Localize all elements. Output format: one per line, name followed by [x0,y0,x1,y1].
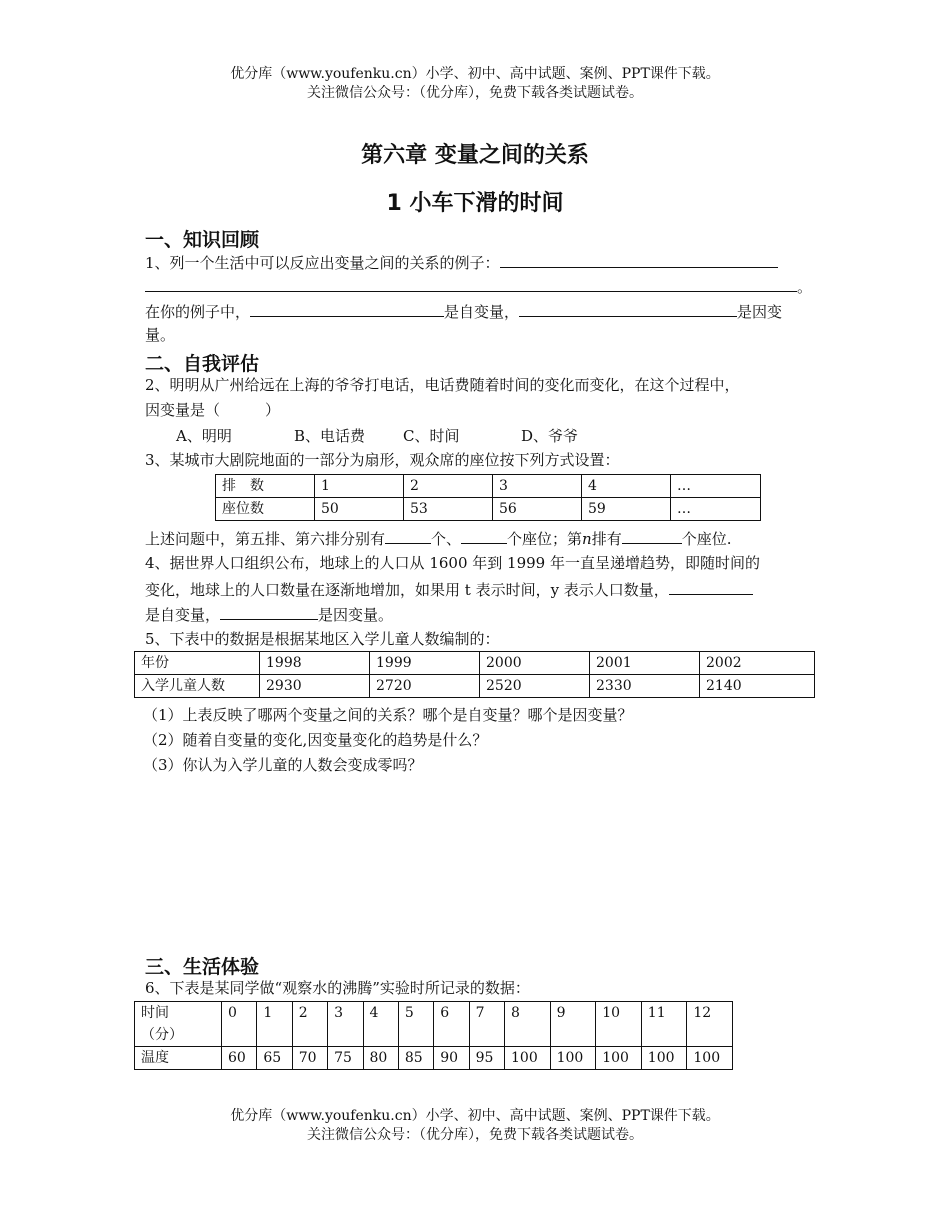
section3-heading: 三、生活体验 [145,956,260,978]
table-cell-time: 7 [469,1002,504,1047]
table-cell: 53 [404,498,493,521]
q3-after-text-a: 上述问题中，第五排、第六排分别有 [145,530,386,548]
q2-option-c[interactable]: C、时间 [403,427,460,445]
table-cell: 2002 [700,652,815,675]
table-cell-temp: 100 [641,1047,687,1070]
q5-table [134,651,815,698]
table-cell-time: 4 [363,1002,398,1047]
q3-after-n: n [582,530,592,548]
table-cell-time: 2 [292,1002,327,1047]
q6-table [134,1001,733,1070]
table-cell: 2000 [480,652,590,675]
table-cell: 1998 [260,652,370,675]
chapter-title: 第六章 变量之间的关系 [361,143,589,168]
table-cell-time-label [135,1002,222,1047]
table-cell-time: 12 [687,1002,733,1047]
table-cell-temp: 90 [434,1047,469,1070]
table-cell-temp: 65 [257,1047,292,1070]
q2-line-2: 因变量是（ ） [145,401,281,419]
table-cell: 56 [493,498,582,521]
q5-sub-1: （1）上表反映了哪两个变量之间的关系？哪个是自变量？哪个是因变量？ [143,706,633,724]
q4-independent-blank[interactable] [669,578,753,595]
q4-line3-text-b: 是因变量。 [318,606,394,624]
table-cell-time: 6 [434,1002,469,1047]
table-cell-temp-label: 温度 [135,1047,222,1070]
q1-independent-blank[interactable] [250,300,444,317]
q1-line3-text-c: 是因变 [737,303,783,321]
q2-option-b[interactable]: B、电话费 [294,427,366,445]
q3-after-text-b: 个、 [431,530,462,548]
q1-line-4: 量。 [145,326,176,344]
q3-blank-row5[interactable] [385,527,431,544]
time-label-2: （分） [141,1027,183,1043]
section1-heading: 一、知识回顾 [145,229,260,251]
table-cell-time: 9 [550,1002,596,1047]
table-row [135,1047,733,1070]
q4-line-3 [145,603,393,626]
table-cell-time: 10 [596,1002,642,1047]
table-cell: 2930 [260,675,370,698]
q2-line-1: 2、明明从广州给远在上海的爷爷打电话，电话费随着时间的变化而变化，在这个过程中， [145,376,740,394]
table-cell-temp: 100 [505,1047,551,1070]
q5-text: 5、下表中的数据是根据某地区入学儿童人数编制的： [145,630,500,648]
table-cell-time: 11 [641,1002,687,1047]
table-cell: 排 数 [216,475,315,498]
table-cell-time: 3 [328,1002,363,1047]
table-cell-temp: 100 [687,1047,733,1070]
q3-table [215,474,761,521]
table-row [135,652,815,675]
table-row [216,498,761,521]
q1-end: 。 [797,278,813,296]
q2-option-d[interactable]: D、爷爷 [521,427,579,445]
table-cell: 2001 [590,652,700,675]
table-cell: 年份 [135,652,260,675]
q3-blank-row6[interactable] [461,527,507,544]
table-cell-temp: 75 [328,1047,363,1070]
table-cell: … [671,498,761,521]
q3-after-text-e: 个座位. [681,530,732,548]
table-cell: 3 [493,475,582,498]
table-cell: 1 [315,475,404,498]
q3-after-text-c: 个座位；第 [507,530,583,548]
footer-line-2: 关注微信公众号：（优分库），免费下载各类试题试卷。 [307,1127,643,1143]
table-cell: 59 [582,498,671,521]
table-cell-temp: 95 [469,1047,504,1070]
q1-line-3 [145,300,782,323]
q5-sub-3: （3）你认为入学儿童的人数会变成零吗？ [143,756,423,774]
table-cell: 1999 [370,652,480,675]
q1-line3-text-b: 是自变量， [444,303,520,321]
q2-option-a[interactable]: A、明明 [176,427,232,445]
table-cell-temp: 100 [550,1047,596,1070]
q5-sub-2: （2）随着自变量的变化,因变量变化的趋势是什么？ [143,731,488,749]
table-cell-temp: 60 [222,1047,257,1070]
section2-heading: 二、自我评估 [145,353,260,375]
footer-line-1: 优分库（www.youfenku.cn）小学、初中、高中试题、案例、PPT课件下载。 [230,1108,720,1124]
table-cell-temp: 100 [596,1047,642,1070]
q1-line-2 [145,275,812,298]
table-cell-time: 8 [505,1002,551,1047]
table-row [216,475,761,498]
table-cell: … [671,475,761,498]
table-cell: 2520 [480,675,590,698]
table-cell: 4 [582,475,671,498]
q4-dependent-blank[interactable] [220,603,318,620]
table-cell: 2720 [370,675,480,698]
q1-text: 1、列一个生活中可以反应出变量之间的关系的例子： [145,254,500,272]
q4-line-2 [145,578,753,601]
q1-line3-text-a: 在你的例子中， [145,303,251,321]
header-line-1: 优分库（www.youfenku.cn）小学、初中、高中试题、案例、PPT课件下载。 [230,66,720,82]
time-label-1: 时间 [141,1005,169,1021]
lesson-title: 1 小车下滑的时间 [386,191,564,216]
q4-line-1: 4、据世界人口组织公布，地球上的人口从 1600 年到 1999 年一直呈递增趋势，即随时间的 [145,554,760,572]
table-cell: 2 [404,475,493,498]
q6-text: 6、下表是某同学做“观察水的沸腾”实验时所记录的数据： [145,979,530,997]
q4-line2-text: 变化，地球上的人口数量在逐渐地增加，如果用 t 表示时间，y 表示人口数量， [145,581,669,599]
q3-after-line [145,527,732,550]
table-cell: 2140 [700,675,815,698]
header-line-2: 关注微信公众号：（优分库），免费下载各类试题试卷。 [307,85,643,101]
table-cell: 座位数 [216,498,315,521]
table-cell-temp: 85 [398,1047,433,1070]
table-cell: 2330 [590,675,700,698]
q4-line3-text-a: 是自变量， [145,606,221,624]
table-row [135,675,815,698]
q1-dependent-blank[interactable] [519,300,737,317]
table-cell-time: 0 [222,1002,257,1047]
q3-after-text-d: 排有 [591,530,622,548]
table-cell-temp: 80 [363,1047,398,1070]
q1-blank-2[interactable] [145,275,797,292]
table-row [135,1002,733,1047]
table-cell-time: 5 [398,1002,433,1047]
table-cell-time: 1 [257,1002,292,1047]
q1-line [145,251,778,274]
q3-blank-row-n[interactable] [622,527,682,544]
table-cell: 入学儿童人数 [135,675,260,698]
table-cell: 50 [315,498,404,521]
table-cell-temp: 70 [292,1047,327,1070]
q3-text: 3、某城市大剧院地面的一部分为扇形，观众席的座位按下列方式设置： [145,451,620,469]
q1-blank-1[interactable] [500,251,778,268]
